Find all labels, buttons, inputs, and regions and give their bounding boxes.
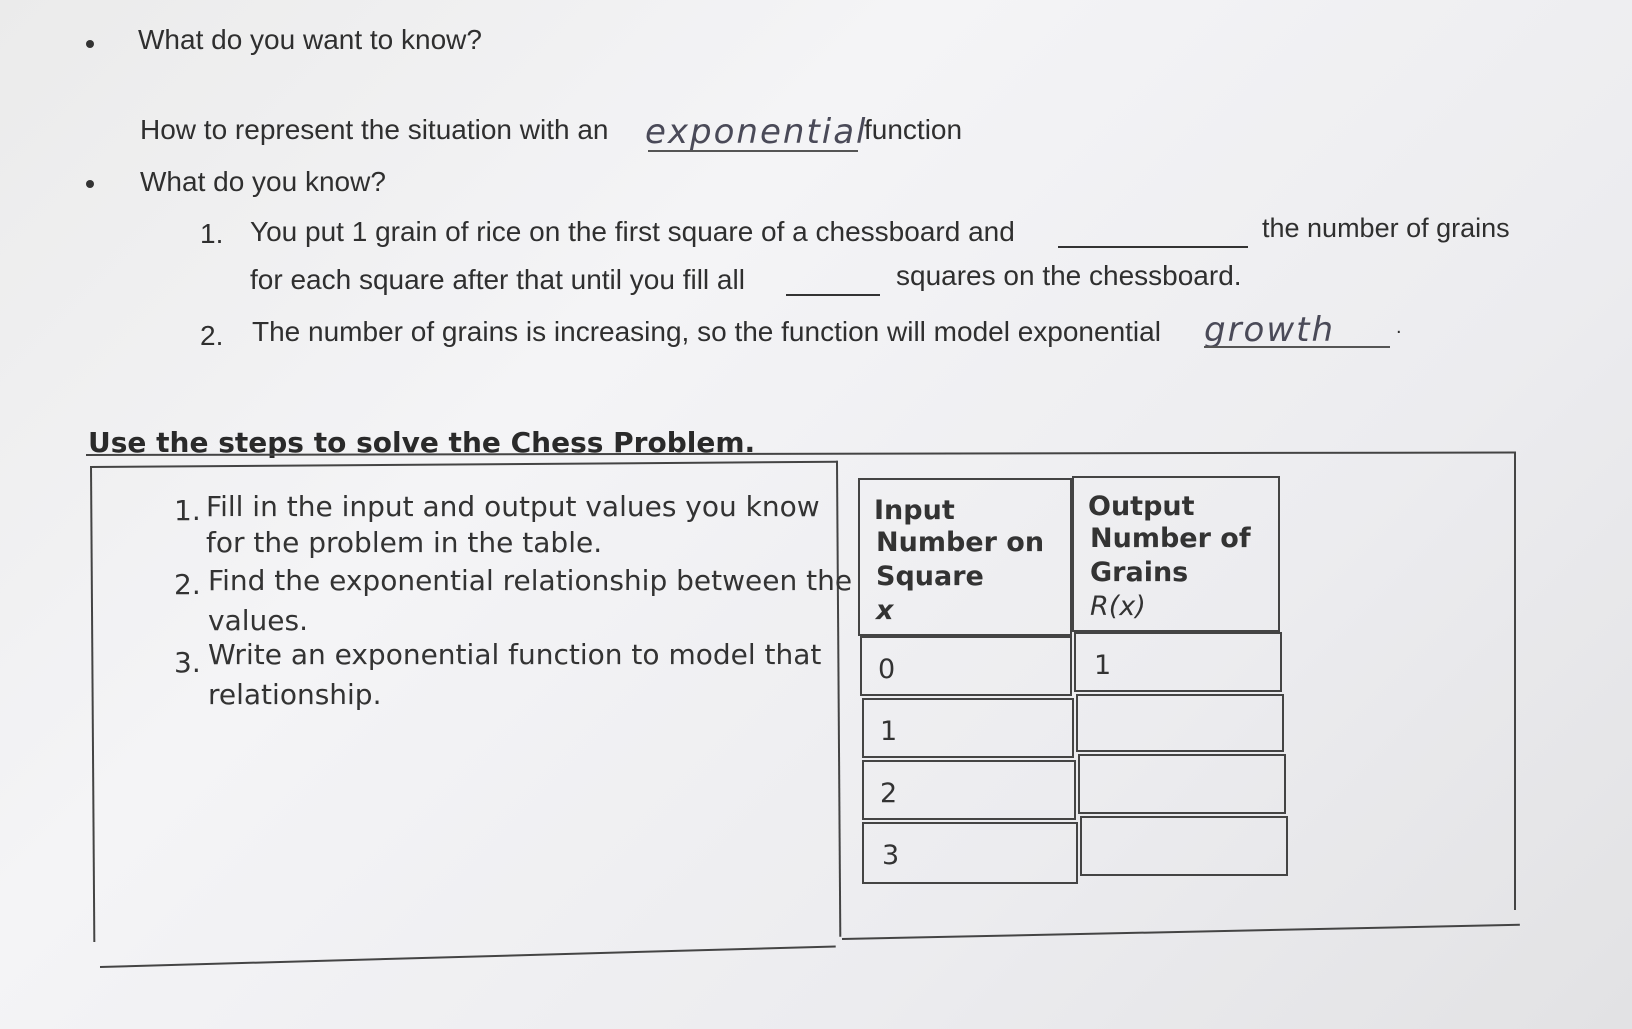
outer-box-right [1514,452,1516,910]
item2-text: The number of grains is increasing, so the function will model exponential [252,316,1161,347]
handwritten-growth: growth [1204,310,1336,350]
step-number: 1. [174,494,201,527]
answer-suffix: function [864,114,963,145]
input-header-line: Square [876,561,984,592]
steps-box-bottom [100,945,836,968]
item1-line1-suffix: the number of grains [1262,213,1510,243]
table-row-x: 0 [878,654,896,685]
table-row-r: 1 [1094,650,1112,681]
step-number: 2. [174,568,201,601]
input-header-line: Number on [876,527,1045,558]
table-row-x: 2 [880,778,898,809]
step-number: 3. [174,646,201,679]
item1-line1: You put 1 grain of rice on the first square of a chessboard and [250,216,1015,247]
handwritten-exponential: exponential [645,112,868,152]
fill-blank[interactable] [1058,246,1248,248]
input-header-line: Input [874,495,955,526]
question-what-you-know: What do you know? [140,166,386,197]
item2-end: . [1396,316,1402,338]
answer-blank-line [648,150,858,152]
table-cell-r[interactable] [1076,694,1284,752]
table-cell-r[interactable] [1078,754,1286,814]
fill-blank[interactable] [786,294,880,296]
question-want-to-know: What do you want to know? [138,24,482,55]
item1-line2: for each square after that until you fill all [250,264,745,295]
step2-line2: values. [208,604,308,637]
table-cell-r[interactable] [1080,816,1288,876]
output-header-function: R(x) [1090,591,1146,622]
output-header-line: Grains [1090,557,1189,588]
answer-prefix: How to represent the situation with an [140,114,609,145]
step1-line1: Fill in the input and output values you know [206,490,820,523]
step1-line2: for the problem in the table. [206,526,603,559]
item-number: 1. [200,218,224,249]
item1-line2-suffix: squares on the chessboard. [896,260,1242,291]
step2-line1: Find the exponential relationship between the [208,564,853,597]
outer-box-bottom-right [842,924,1520,940]
output-header-line: Number of [1090,523,1251,554]
growth-blank-line [1204,346,1390,348]
input-header-variable: x [876,595,894,626]
output-header-line: Output [1088,491,1195,522]
bullet-dot [86,180,94,188]
table-row-x: 1 [880,716,898,747]
table-row-x: 3 [882,840,900,871]
bullet-dot [86,40,94,48]
step3-line1: Write an exponential function to model that [208,638,822,671]
item-number: 2. [200,320,224,351]
step3-line2: relationship. [208,678,382,711]
section-heading: Use the steps to solve the Chess Problem. [88,426,756,459]
